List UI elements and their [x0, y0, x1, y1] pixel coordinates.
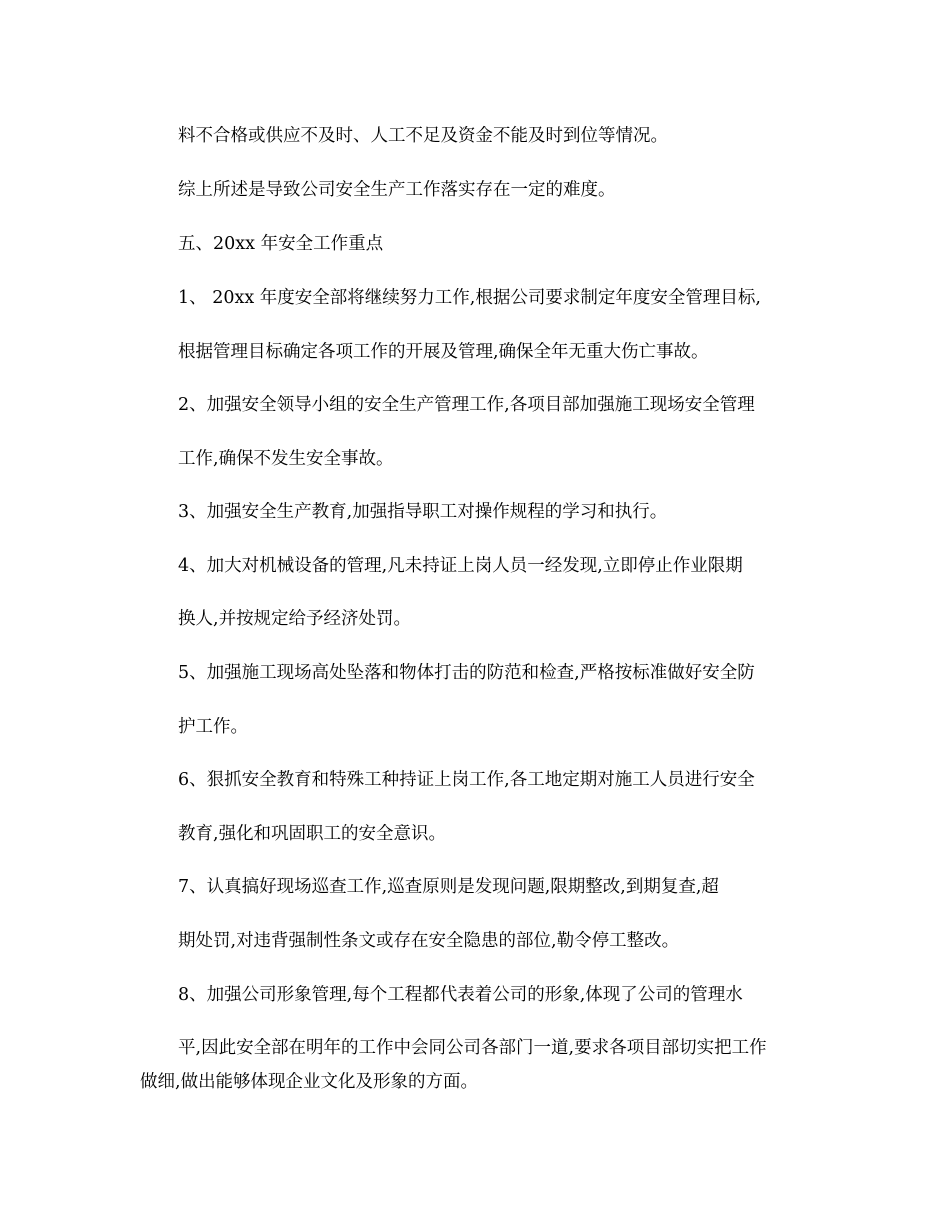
- text-line: 7、认真搞好现场巡查工作,巡查原则是发现问题,限期整改,到期复查,超: [178, 877, 719, 897]
- text-line: 2、加强安全领导小组的安全生产管理工作,各项目部加强施工现场安全管理: [178, 395, 755, 415]
- text-line: 做细,做出能够体现企业文化及形象的方面。: [140, 1072, 479, 1092]
- text-line: 教育,强化和巩固职工的安全意识。: [178, 824, 447, 844]
- text-line: 5、加强施工现场高处坠落和物体打击的防范和检查,严格按标准做好安全防: [178, 663, 755, 683]
- text-line: 3、加强安全生产教育,加强指导职工对操作规程的学习和执行。: [178, 502, 668, 522]
- section-heading: 五、20xx 年安全工作重点: [178, 234, 384, 254]
- text-line: 6、狠抓安全教育和特殊工种持证上岗工作,各工地定期对施工人员进行安全: [178, 770, 755, 790]
- text-line: 平,因此安全部在明年的工作中会同公司各部门一道,要求各项目部切实把工作: [178, 1038, 767, 1058]
- text-line: 根据管理目标确定各项工作的开展及管理,确保全年无重大伤亡事故。: [178, 342, 709, 362]
- text-line: 期处罚,对违背强制性条文或存在安全隐患的部位,勒令停工整改。: [178, 931, 680, 951]
- text-line: 料不合格或供应不及时、人工不足及资金不能及时到位等情况。: [178, 126, 668, 146]
- text-line: 护工作。: [178, 717, 248, 737]
- text-line: 4、加大对机械设备的管理,凡未持证上岗人员一经发现,立即停止作业限期: [178, 556, 743, 576]
- text-line: 8、加强公司形象管理,每个工程都代表着公司的形象,体现了公司的管理水: [178, 985, 743, 1005]
- text-line: 换人,并按规定给予经济处罚。: [178, 609, 412, 629]
- text-line: 工作,确保不发生安全事故。: [178, 449, 394, 469]
- text-line: 1、 20xx 年度安全部将继续努力工作,根据公司要求制定年度安全管理目标,: [178, 288, 761, 308]
- text-line: 综上所述是导致公司安全生产工作落实存在一定的难度。: [178, 180, 616, 200]
